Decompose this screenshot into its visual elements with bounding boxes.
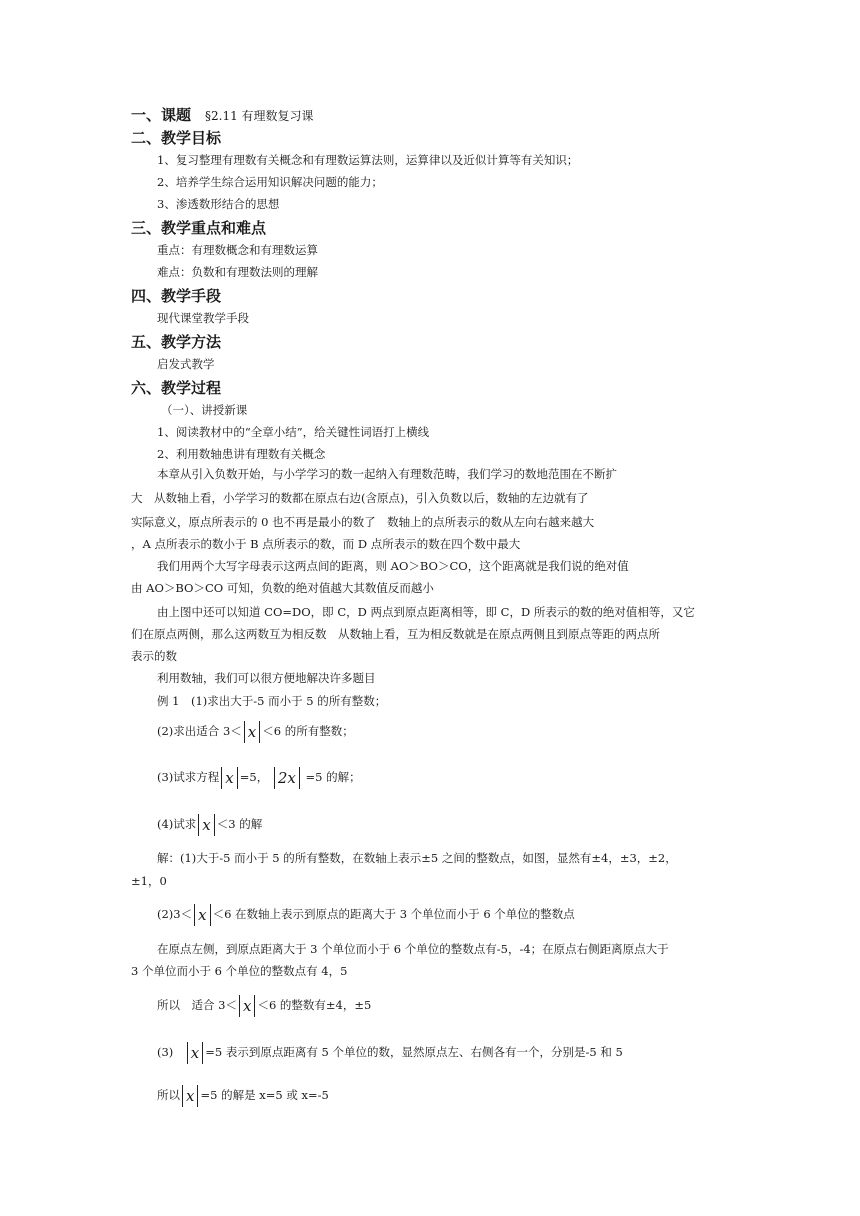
- solution-1-line-2: ±1，0: [131, 874, 167, 888]
- abs-2x-expr: 2x: [274, 767, 300, 789]
- heading-means: 四、教学手段: [131, 287, 222, 305]
- difficulty-text: 难点：负数和有理数法则的理解: [157, 265, 318, 279]
- method-text: 启发式教学: [157, 357, 215, 371]
- heading-method: 五、教学方法: [131, 333, 222, 351]
- paragraph-4: 利用数轴，我们可以很方便地解决许多题目: [157, 671, 376, 685]
- paragraph-3-line-2: 们在原点两侧，那么这两数互为相反数 从数轴上看，互为相反数就是在原点两侧且到原点等距的两点所: [131, 627, 660, 641]
- heading-topic-subtitle: §2.11 有理数复习课: [205, 109, 314, 123]
- solution-1-line-1: 解：(1)大于-5 而小于 5 的所有整数，在数轴上表示±5 之间的整数点，如图，显然有±4，±3，±2，: [157, 851, 677, 865]
- goal-item-3: 3、渗透数形结合的思想: [157, 197, 280, 211]
- heading-topic: [131, 106, 314, 125]
- goal-item-1: 1、复习整理有理数有关概念和有理数运算法则，运算律以及近似计算等有关知识；: [157, 153, 579, 167]
- process-step-2: 2、利用数轴患讲有理数有关概念: [157, 447, 326, 461]
- abs-x-expr: x: [198, 814, 214, 836]
- focus-text: 重点：有理数概念和有理数运算: [157, 243, 318, 257]
- example-q4: (4)试求 x ＜3 的解: [157, 816, 263, 834]
- solution-2: (2)3＜ x ＜6 在数轴上表示到原点的距离大于 3 个单位而小于 6 个单位的整数点: [157, 906, 575, 924]
- abs-x-expr: x: [244, 721, 260, 743]
- heading-process: 六、教学过程: [131, 379, 222, 397]
- abs-x-expr: x: [187, 1042, 203, 1064]
- heading-topic-title: 一、课题: [131, 106, 192, 124]
- example-q2: (2)求出适合 3＜ x ＜6 的所有整数；: [157, 723, 354, 741]
- abs-x-expr: x: [221, 767, 237, 789]
- paragraph-2-line-2: 由 AO＞BO＞CO 可知，负数的绝对值越大其数值反而越小: [131, 581, 434, 595]
- solution-2-line-3: 在原点左侧，到原点距离大于 3 个单位而小于 6 个单位的整数点有-5，-4；在原点右侧距离原点大于: [157, 942, 669, 956]
- paragraph-3-line-3: 表示的数: [131, 649, 177, 663]
- heading-focus: 三、教学重点和难点: [131, 219, 267, 237]
- paragraph-2-line-1: 我们用两个大写字母表示这两点间的距离，则 AO＞BO＞CO，这个距离就是我们说的绝对值: [157, 559, 629, 573]
- process-step-1: 1、阅读教材中的“全章小结”，给关键性词语打上横线: [157, 425, 430, 439]
- means-text: 现代课堂教学手段: [157, 311, 249, 325]
- goal-item-2: 2、培养学生综合运用知识解决问题的能力；: [157, 175, 383, 189]
- solution-3-conclusion: 所以 x =5 的解是 x=5 或 x=-5: [157, 1087, 329, 1105]
- solution-2-conclusion: 所以 适合 3＜ x ＜6 的整数有±4，±5: [157, 997, 372, 1015]
- paragraph-1-line-2: 大 从数轴上看，小学学习的数都在原点右边(含原点)，引入负数以后，数轴的左边就有了: [131, 491, 589, 505]
- abs-x-expr: x: [194, 904, 210, 926]
- solution-2-line-4: 3 个单位而小于 6 个单位的整数点有 4，5: [131, 964, 348, 978]
- process-part-1: （一）、讲授新课: [161, 403, 248, 417]
- paragraph-1-line-1: 本章从引入负数开始，与小学学习的数一起纳入有理数范畴，我们学习的数地范围在不断扩: [157, 467, 617, 481]
- abs-x-expr: x: [182, 1085, 198, 1107]
- abs-x-expr: x: [239, 995, 255, 1017]
- example-q3: (3)试求方程 x =5， 2x =5 的解；: [157, 769, 361, 787]
- solution-3: (3) x =5 表示到原点距离有 5 个单位的数，显然原点左、右侧各有一个，分别是-5 和 5: [157, 1044, 623, 1062]
- example-q1: 例 1 (1)求出大于-5 而小于 5 的所有整数；: [157, 694, 387, 708]
- paragraph-1-line-4: ，A 点所表示的数小于 B 点所表示的数，而 D 点所表示的数在四个数中最大: [131, 537, 521, 551]
- paragraph-1-line-3: 实际意义，原点所表示的 0 也不再是最小的数了 数轴上的点所表示的数从左向右越来越大: [131, 515, 595, 529]
- paragraph-3-line-1: 由上图中还可以知道 CO=DO，即 C，D 两点到原点距离相等，即 C，D 所表示的数的绝对值相等，又它: [157, 605, 695, 619]
- heading-goals: 二、教学目标: [131, 129, 222, 147]
